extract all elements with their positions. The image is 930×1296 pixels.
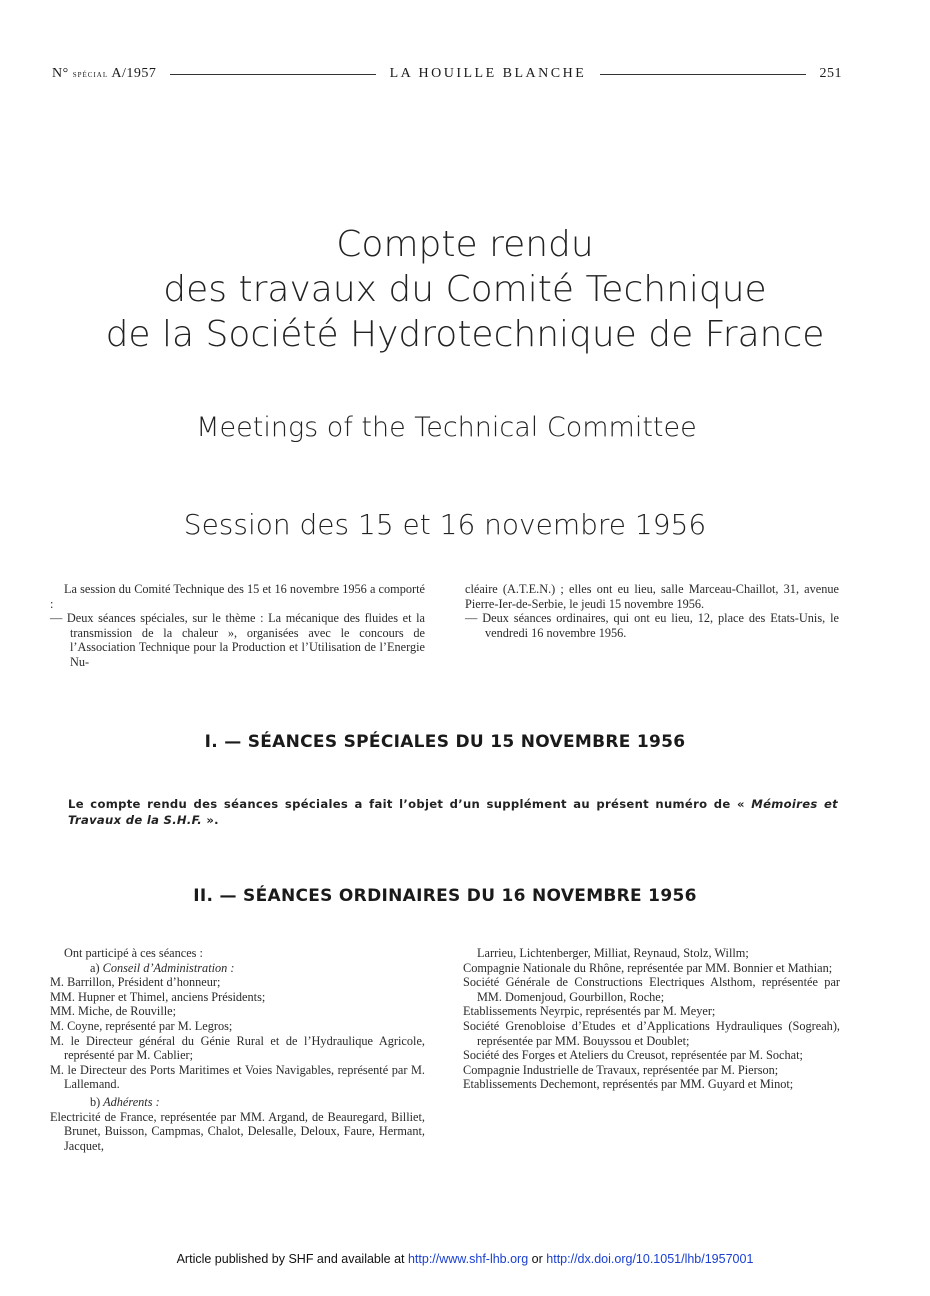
section-1-note <box>68 796 838 828</box>
group-b-title: Adhérents : <box>103 1094 160 1109</box>
header-rule-left <box>170 74 375 75</box>
group-b-heading <box>50 1095 425 1110</box>
shf-link[interactable]: http://www.shf-lhb.org <box>407 1252 529 1266</box>
note-text: Le compte rendu des séances spéciales a fait l’objet d’un supplément au présent numéro de « <box>68 797 745 811</box>
group-a-heading <box>50 961 425 976</box>
section-1-heading: I. — SÉANCES SPÉCIALES DU 15 NOVEMBRE 1956 <box>204 732 686 752</box>
title-line-3: de la Société Hydrotechnique de France <box>105 314 825 355</box>
title-line-1: Compte rendu <box>336 224 594 265</box>
page-number: 251 <box>819 66 843 81</box>
list-item: M. le Directeur général du Génie Rural et de l’Hydraulique Agricole, représenté par M. Cablier; <box>50 1033 425 1063</box>
group-a-title: Conseil d’Administration : <box>102 960 235 975</box>
intro-item-special-continued: cléaire (A.T.E.N.) ; elles ont eu lieu, salle Marceau-Chaillot, 31, avenue Pierre-Ier-de-Serbie, le jeudi 15 novembre 1956. <box>465 582 839 611</box>
participants-right-column <box>463 946 840 1092</box>
issue-number: A/1957 <box>111 66 157 81</box>
intro-right-column <box>465 582 839 640</box>
journal-title: LA HOUILLE BLANCHE <box>389 66 587 81</box>
footer-text: Article published by SHF and available at <box>176 1252 405 1266</box>
footer-or: or <box>531 1252 543 1266</box>
list-item-edf: Electricité de France, représentée par MM. Argand, de Beauregard, Billiet, Brunet, Buisson, Campmas, Chalot, Delesalle, Deloux, Faure, Hermant, Jacquet, <box>50 1109 425 1153</box>
intro-item-special: — Deux séances spéciales, sur le thème : La mécanique des fluides et la transmission de la chaleur », organisées avec le concours de l’Association Technique pour la Production et l’Utilisation de l’Energie Nu- <box>50 611 425 669</box>
intro-item-ordinary: — Deux séances ordinaires, qui ont eu lieu, 12, place des Etats-Unis, le vendredi 16 novembre 1956. <box>465 611 839 640</box>
participants-lead: Ont participé à ces séances : <box>64 946 203 960</box>
list-item: Société Générale de Constructions Electriques Alsthom, représentée par MM. Domenjoud, Gourbillon, Roche; <box>463 975 840 1004</box>
running-header <box>52 64 842 84</box>
publication-footer <box>0 1252 930 1266</box>
document-title <box>0 222 930 357</box>
list-item: Compagnie Nationale du Rhône, représentée par MM. Bonnier et Mathian; <box>463 960 833 975</box>
section-2-heading: II. — SÉANCES ORDINAIRES DU 16 NOVEMBRE 1956 <box>193 886 697 906</box>
list-item: M. Barrillon, Président d’honneur; <box>50 975 221 990</box>
note-journal-name: Mémoires et Travaux de la S.H.F. <box>68 797 838 827</box>
list-item: M. Coyne, représenté par M. Legros; <box>50 1018 233 1033</box>
group-a-label: a) <box>90 960 100 975</box>
list-item: Etablissements Neyrpic, représentés par M. Meyer; <box>463 1004 716 1019</box>
list-item: Société Grenobloise d’Etudes et d’Applications Hydrauliques (Sogreah), représentée par MM. Bouyssou et Doublet; <box>463 1018 840 1048</box>
title-line-2: des travaux du Comité Technique <box>163 269 767 310</box>
list-item: Société des Forges et Ateliers du Creusot, représentée par M. Sochat; <box>463 1048 803 1063</box>
session-title: Session des 15 et 16 novembre 1956 <box>183 508 707 541</box>
intro-lead: La session du Comité Technique des 15 et 16 novembre 1956 a comporté : <box>50 582 425 611</box>
participants-left-column <box>50 946 425 1153</box>
english-subtitle: Meetings of the Technical Committee <box>196 412 697 443</box>
list-item: MM. Hupner et Thimel, anciens Présidents; <box>50 989 266 1004</box>
list-item-edf-continued: Larrieu, Lichtenberger, Milliat, Reynaud, Stolz, Willm; <box>477 946 749 960</box>
issue-prefix: N° <box>52 66 69 81</box>
issue-label <box>52 66 156 82</box>
doi-link[interactable]: http://dx.doi.org/10.1051/lhb/1957001 <box>546 1252 754 1266</box>
list-item: MM. Miche, de Rouville; <box>50 1004 177 1019</box>
header-rule-right <box>600 74 805 75</box>
list-item: Compagnie Industrielle de Travaux, représentée par M. Pierson; <box>463 1062 779 1077</box>
issue-special: spécial <box>72 69 109 80</box>
intro-left-column <box>50 582 425 670</box>
note-end: ». <box>206 813 219 827</box>
list-item: M. le Directeur des Ports Maritimes et Voies Navigables, représenté par M. Lallemand. <box>50 1062 425 1092</box>
group-b-label: b) <box>90 1094 101 1109</box>
list-item: Etablissements Dechemont, représentés par MM. Guyard et Minot; <box>463 1077 794 1092</box>
